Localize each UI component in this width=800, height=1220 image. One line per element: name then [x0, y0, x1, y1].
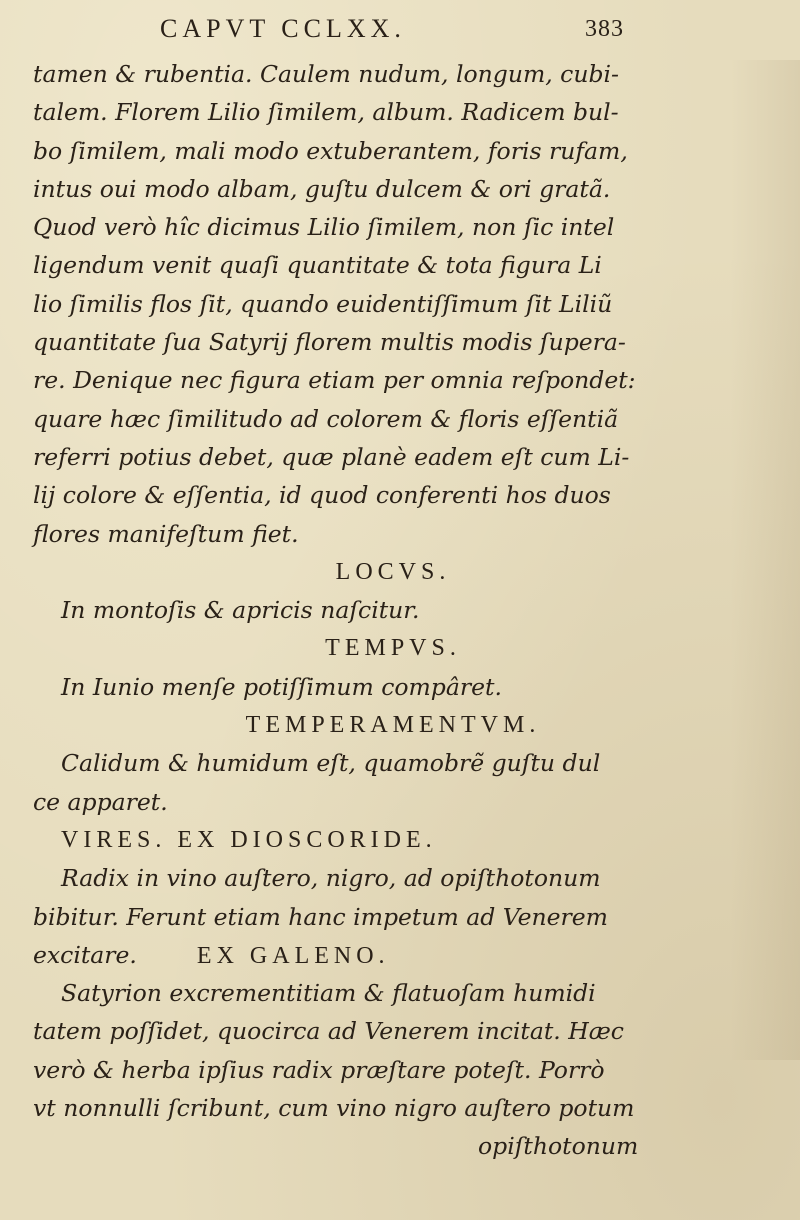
text-line: vt nonnulli ſcribunt, cum vino nigro auſtero potum — [33, 1094, 635, 1123]
text-line: quare hæc ſimilitudo ad colorem & floris eſſentiã — [33, 404, 619, 433]
page-number: 383 — [585, 16, 624, 42]
text-line: quantitate ſua Satyrij florem multis modis ſupera- — [33, 328, 626, 357]
text-line: Radix in vino auſtero, nigro, ad opiſthotonum — [61, 864, 601, 893]
section-heading-vires: VIRES. EX DIOSCORIDE. — [61, 826, 437, 853]
section-heading-temperamentum: TEMPERAMENTVM. — [245, 712, 541, 739]
catchword: opiſthotonum — [478, 1132, 639, 1161]
text-line-with-heading — [33, 936, 753, 974]
text-line: verò & herba ipſius radix præſtare poteſt. Porrò — [33, 1055, 605, 1084]
text-line: In montoſis & apricis naſcitur. — [61, 596, 420, 625]
section-heading-galeno: EX GALENO. — [196, 942, 390, 969]
text-line: lij colore & eſſentia, id quod conferenti hos duos — [33, 481, 611, 510]
section-heading-locus: LOCVS. — [335, 558, 451, 585]
text-line: intus oui modo albam, guſtu dulcem & ori gratã. — [33, 174, 611, 203]
text-line: Satyrion excrementitiam & flatuoſam humidi — [61, 979, 596, 1008]
body-text — [33, 55, 753, 1166]
text-line: bo ſimilem, mali modo extuberantem, foris rufam, — [33, 136, 628, 165]
text-line: talem. Florem Lilio ſimilem, album. Radicem bul- — [33, 98, 619, 127]
text-line: re. Denique nec figura etiam per omnia reſpondet: — [33, 366, 636, 395]
text-line: Calidum & humidum eſt, quamobrẽ guſtu dul — [61, 749, 601, 778]
text-fragment: excitare. — [33, 940, 137, 969]
chapter-title: CAPVT CCLXX. — [160, 14, 406, 43]
text-line: Quod verò hîc dicimus Lilio ſimilem, non ſic intel — [33, 213, 615, 242]
text-line: referri potius debet, quæ planè eadem eſt cum Li- — [33, 442, 630, 471]
text-line: bibitur. Ferunt etiam hanc impetum ad Venerem — [33, 902, 608, 931]
section-heading-tempus: TEMPVS. — [325, 635, 461, 662]
text-line: ce apparet. — [33, 787, 168, 816]
text-line: tamen & rubentia. Caulem nudum, longum, cubi- — [33, 60, 619, 88]
text-line: ligendum venit quaſi quantitate & tota figura Li — [33, 251, 602, 280]
text-line: In Iunio menſe potiſſimum compâret. — [61, 672, 502, 701]
text-line: flores manifeſtum fiet. — [33, 519, 299, 548]
running-head — [160, 10, 640, 50]
text-line: tatem poſſidet, quocirca ad Venerem incitat. Hæc — [33, 1017, 624, 1046]
text-line: lio ſimilis flos ſit, quando euidentiſſimum ſit Liliũ — [33, 289, 613, 318]
